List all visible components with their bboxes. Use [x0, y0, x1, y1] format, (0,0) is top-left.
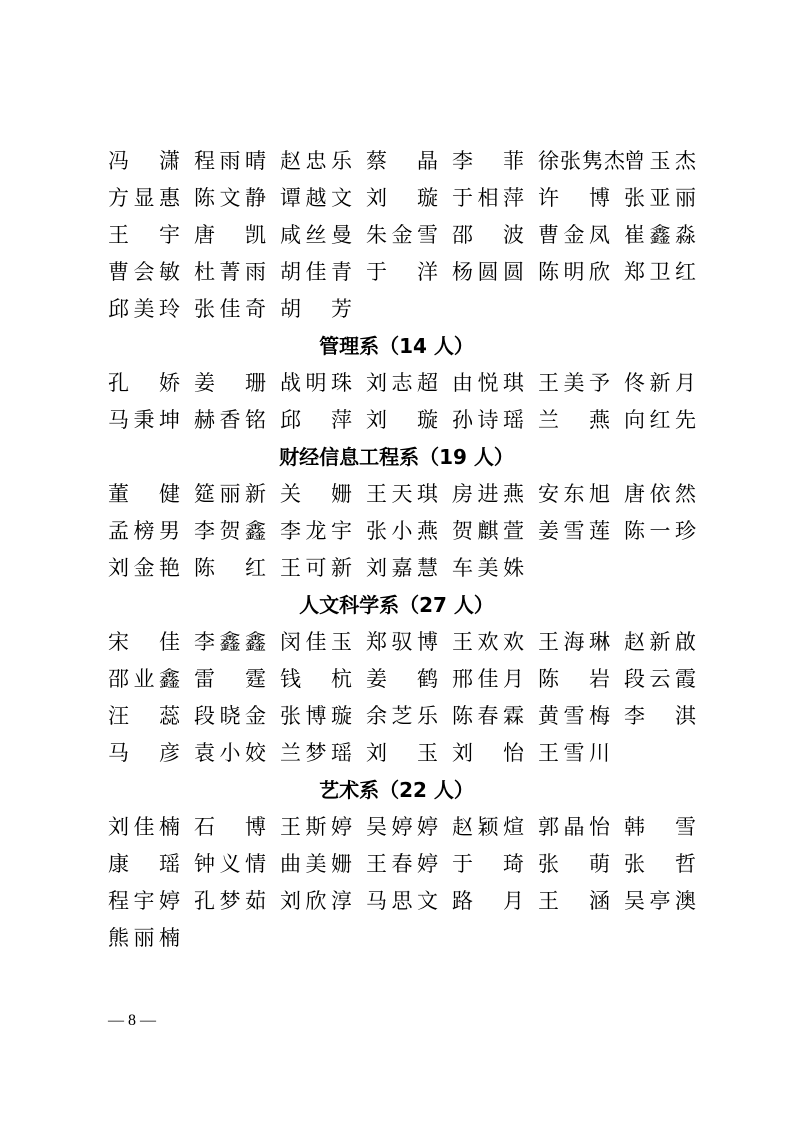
person-name: 李 鑫 鑫 [194, 630, 266, 654]
person-name: 王 斯 婷 [280, 815, 352, 839]
person-name: 马 彦 [108, 741, 180, 765]
person-name: 兰 梦 瑶 [280, 741, 352, 765]
person-name: 黄 雪 梅 [538, 704, 610, 728]
person-name: 孔 梦 茹 [194, 889, 266, 913]
person-name: 徐 张 隽 杰 [538, 149, 624, 173]
person-name: 张 哲 [624, 852, 696, 876]
person-name: 程 宇 婷 [108, 889, 180, 913]
person-name: 唐 凯 [194, 223, 266, 247]
person-name: 陈 红 [194, 556, 266, 580]
person-name: 陈 一 珍 [624, 519, 696, 543]
person-name: 刘 璇 [366, 408, 438, 432]
person-name: 曹 金 凤 [538, 223, 610, 247]
person-name: 唐 依 然 [624, 482, 696, 506]
person-name: 董 健 [108, 482, 180, 506]
person-name: 刘 玉 [366, 741, 438, 765]
person-name: 王 宇 [108, 223, 180, 247]
person-name: 郭 晶 怡 [538, 815, 610, 839]
person-name: 汪 蕊 [108, 704, 180, 728]
person-name: 车 美 姝 [452, 556, 524, 580]
person-name: 马 秉 坤 [108, 408, 180, 432]
person-name: 赵 颖 煊 [452, 815, 524, 839]
person-name: 余 芝 乐 [366, 704, 438, 728]
person-name: 宋 佳 [108, 630, 180, 654]
person-name: 胡 佳 青 [280, 260, 352, 284]
section-heading: 管理系（14 人） [319, 334, 474, 358]
name-row [0, 365, 793, 402]
person-name: 刘 嘉 慧 [366, 556, 438, 580]
person-name: 陈 明 欣 [538, 260, 610, 284]
person-name: 王 可 新 [280, 556, 352, 580]
person-name: 张 佳 奇 [194, 297, 266, 321]
person-name: 谭 越 文 [280, 186, 352, 210]
person-name: 邵 波 [452, 223, 524, 247]
person-name: 康 瑶 [108, 852, 180, 876]
name-row [0, 180, 793, 217]
name-row [0, 661, 793, 698]
person-name: 房 进 燕 [452, 482, 524, 506]
person-name: 王 涵 [538, 889, 610, 913]
person-name: 姜 珊 [194, 371, 266, 395]
person-name: 陈 岩 [538, 667, 610, 691]
person-name: 钟 义 情 [194, 852, 266, 876]
person-name: 路 月 [452, 889, 524, 913]
person-name: 孟 榜 男 [108, 519, 180, 543]
name-list-page [0, 143, 793, 957]
person-name: 王 雪 川 [538, 741, 610, 765]
person-name: 邱 萍 [280, 408, 352, 432]
name-row [0, 735, 793, 772]
person-name: 赫 香 铭 [194, 408, 266, 432]
person-name: 邢 佳 月 [452, 667, 524, 691]
section-2 [0, 439, 793, 587]
person-name: 朱 金 雪 [366, 223, 438, 247]
name-row [0, 254, 793, 291]
section-3 [0, 587, 793, 772]
name-row [0, 513, 793, 550]
person-name: 程 雨 晴 [194, 149, 266, 173]
person-name: 张 亚 丽 [624, 186, 696, 210]
person-name: 刘 欣 淳 [280, 889, 352, 913]
person-name: 王 天 琪 [366, 482, 438, 506]
name-row [0, 846, 793, 883]
person-name: 关 姗 [280, 482, 352, 506]
person-name: 向 红 先 [624, 408, 696, 432]
person-name: 郑 驭 博 [366, 630, 438, 654]
person-name: 冯 潇 [108, 149, 180, 173]
person-name: 邱 美 玲 [108, 297, 180, 321]
page-number: — 8 — [108, 1012, 156, 1029]
name-row [0, 402, 793, 439]
person-name: 李 龙 宇 [280, 519, 352, 543]
person-name: 曾 玉 杰 [624, 149, 696, 173]
person-name: 吴 婷 婷 [366, 815, 438, 839]
person-name: 王 欢 欢 [452, 630, 524, 654]
person-name: 兰 燕 [538, 408, 610, 432]
person-name: 熊 丽 楠 [108, 926, 180, 950]
person-name: 筵 丽 新 [194, 482, 266, 506]
person-name: 张 萌 [538, 852, 610, 876]
person-name: 袁 小 姣 [194, 741, 266, 765]
section-0 [0, 143, 793, 328]
person-name: 于 琦 [452, 852, 524, 876]
person-name: 雷 霆 [194, 667, 266, 691]
section-heading: 财经信息工程系（19 人） [279, 445, 514, 469]
person-name: 贺 麒 萱 [452, 519, 524, 543]
person-name: 胡 芳 [280, 297, 352, 321]
person-name: 李 淇 [624, 704, 696, 728]
person-name: 刘 志 超 [366, 371, 438, 395]
person-name: 闵 佳 玉 [280, 630, 352, 654]
person-name: 崔 鑫 淼 [624, 223, 696, 247]
person-name: 陈 文 静 [194, 186, 266, 210]
person-name: 刘 怡 [452, 741, 524, 765]
person-name: 战 明 珠 [280, 371, 352, 395]
section-4 [0, 772, 793, 957]
person-name: 姜 鹤 [366, 667, 438, 691]
name-row [0, 920, 793, 957]
person-name: 郑 卫 红 [624, 260, 696, 284]
person-name: 由 悦 琪 [452, 371, 524, 395]
person-name: 吴 亭 澳 [624, 889, 696, 913]
person-name: 王 海 琳 [538, 630, 610, 654]
name-row [0, 143, 793, 180]
name-row [0, 698, 793, 735]
person-name: 王 春 婷 [366, 852, 438, 876]
person-name: 许 博 [538, 186, 610, 210]
person-name: 孙 诗 瑶 [452, 408, 524, 432]
name-row [0, 217, 793, 254]
person-name: 佟 新 月 [624, 371, 696, 395]
person-name: 邵 业 鑫 [108, 667, 180, 691]
person-name: 姜 雪 莲 [538, 519, 610, 543]
person-name: 王 美 予 [538, 371, 610, 395]
person-name: 杨 圆 圆 [452, 260, 524, 284]
person-name: 杜 菁 雨 [194, 260, 266, 284]
name-row [0, 476, 793, 513]
name-row [0, 809, 793, 846]
section-heading: 艺术系（22 人） [319, 778, 474, 802]
person-name: 咸 丝 曼 [280, 223, 352, 247]
person-name: 陈 春 霖 [452, 704, 524, 728]
person-name: 段 晓 金 [194, 704, 266, 728]
person-name: 安 东 旭 [538, 482, 610, 506]
name-row [0, 624, 793, 661]
person-name: 李 菲 [452, 149, 524, 173]
person-name: 刘 佳 楠 [108, 815, 180, 839]
person-name: 张 小 燕 [366, 519, 438, 543]
person-name: 钱 杭 [280, 667, 352, 691]
section-1 [0, 328, 793, 439]
name-row [0, 550, 793, 587]
person-name: 方 显 惠 [108, 186, 180, 210]
name-row [0, 883, 793, 920]
name-row [0, 291, 793, 328]
person-name: 蔡 晶 [366, 149, 438, 173]
person-name: 刘 金 艳 [108, 556, 180, 580]
person-name: 李 贺 鑫 [194, 519, 266, 543]
person-name: 赵 忠 乐 [280, 149, 352, 173]
person-name: 马 思 文 [366, 889, 438, 913]
person-name: 孔 娇 [108, 371, 180, 395]
person-name: 韩 雪 [624, 815, 696, 839]
section-heading: 人文科学系（27 人） [299, 593, 494, 617]
person-name: 刘 璇 [366, 186, 438, 210]
person-name: 于 相 萍 [452, 186, 524, 210]
person-name: 张 博 璇 [280, 704, 352, 728]
person-name: 石 博 [194, 815, 266, 839]
person-name: 曹 会 敏 [108, 260, 180, 284]
person-name: 曲 美 姗 [280, 852, 352, 876]
person-name: 于 洋 [366, 260, 438, 284]
person-name: 段 云 霞 [624, 667, 696, 691]
person-name: 赵 新 啟 [624, 630, 696, 654]
